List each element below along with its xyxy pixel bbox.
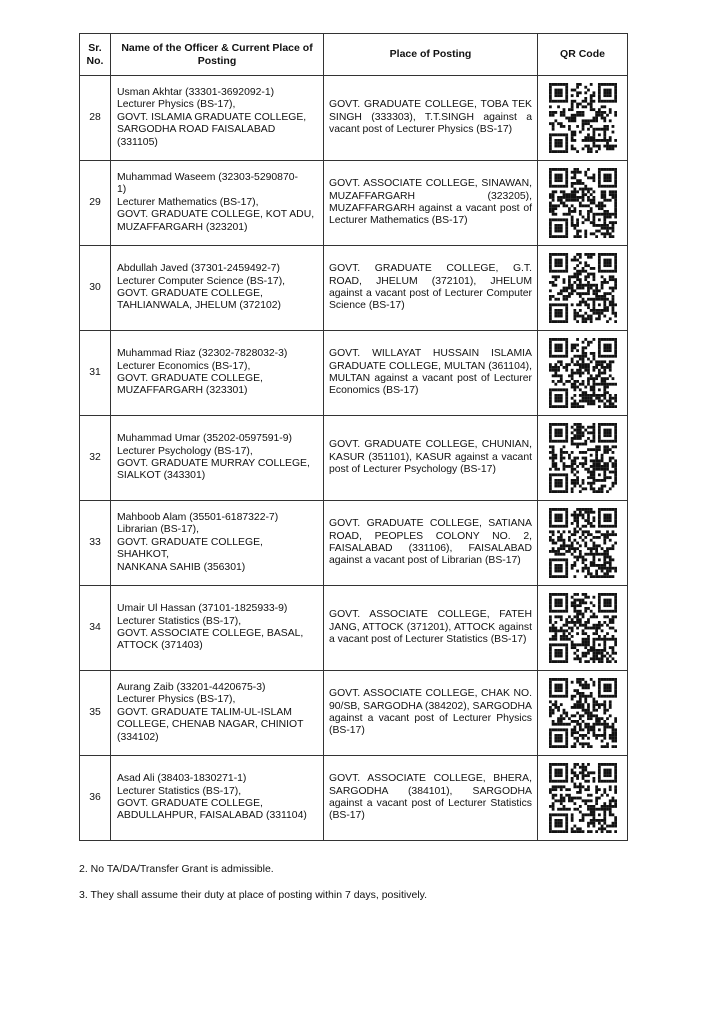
officer-detail-line: (331105) (117, 136, 158, 148)
officer-detail-line: MUZAFFARGARH (323301) (117, 385, 248, 397)
qr-code-cell (538, 416, 628, 501)
officer-detail-line: GOVT. GRADUATE COLLEGE, (117, 373, 263, 384)
officer-name-cell (111, 501, 324, 586)
table-body (80, 76, 628, 841)
qr-code-icon (549, 168, 617, 238)
officer-detail-line: Mahboob Alam (35501-6187322-7) (117, 511, 279, 523)
qr-code-cell (538, 76, 628, 161)
sr-no-cell: 32 (80, 416, 111, 501)
officer-detail-line: GOVT. GRADUATE COLLEGE, KOT ADU, (117, 209, 315, 221)
qr-code-icon (549, 423, 617, 493)
officer-detail-line: MUZAFFARGARH (323201) (117, 221, 248, 233)
officer-detail-line: (334102) (117, 731, 159, 743)
officer-detail-line: Muhammad Umar (35202-0597591-9) (117, 433, 292, 445)
header-qr-code: QR Code (538, 34, 628, 76)
posting-table (79, 33, 628, 841)
officer-detail-line: Asad Ali (38403-1830271-1) (117, 773, 247, 785)
officer-detail-line: GOVT. GRADUATE TALIM-UL-ISLAM (117, 706, 292, 718)
officer-detail-line: Lecturer Statistics (BS-17), (117, 785, 242, 797)
officer-detail-line: Lecturer Psychology (BS-17), (117, 445, 253, 457)
qr-code-cell (538, 331, 628, 416)
officer-detail-line: Usman Akhtar (33301-3692092-1) (117, 86, 275, 98)
officer-detail-line: Abdullah Javed (37301-2459492-7) (117, 263, 280, 275)
officer-detail-line: Muhammad Riaz (32302-7828032-3) (117, 348, 288, 360)
officer-detail-line: Librarian (BS-17), (117, 524, 200, 536)
place-of-posting-cell: GOVT. ASSOCIATE COLLEGE, CHAK NO. 90/SB, SARGODHA (384202), SARGODHA against a vacant post of Lecturer Physics (BS-17) (324, 671, 538, 756)
note-ta-da: 2. No TA/DA/Transfer Grant is admissible. (79, 863, 274, 875)
officer-name-cell (111, 76, 324, 161)
officer-detail-line: TAHLIANWALA, JHELUM (372102) (117, 300, 281, 312)
table-header-row (80, 34, 628, 76)
qr-code-cell (538, 501, 628, 586)
officer-detail-line: COLLEGE, CHENAB NAGAR, CHINIOT (117, 719, 304, 731)
note-assume-duty: 3. They shall assume their duty at place of posting within 7 days, positively. (79, 889, 428, 901)
sr-no-cell: 33 (80, 501, 111, 586)
qr-code-icon (549, 338, 617, 408)
officer-detail-line: Muhammad Waseem (32303-5290870- (117, 171, 298, 183)
place-of-posting-cell: GOVT. GRADUATE COLLEGE, SATIANA ROAD, PEOPLES COLONY NO. 2, FAISALABAD (331106), FAISALABAD against a vacant post of Librarian (BS-17) (324, 501, 538, 586)
officer-detail-line: Lecturer Economics (BS-17), (117, 360, 251, 372)
place-of-posting-cell: GOVT. ASSOCIATE COLLEGE, BHERA, SARGODHA (384101), SARGODHA against a vacant post of Lecturer Statistics (BS-17) (324, 756, 538, 841)
place-of-posting-cell: GOVT. ASSOCIATE COLLEGE, FATEH JANG, ATTOCK (371201), ATTOCK against a vacant post of Lecturer Statistics (BS-17) (324, 586, 538, 671)
officer-detail-line: Lecturer Mathematics (BS-17), (117, 196, 259, 208)
qr-code-cell (538, 161, 628, 246)
sr-no-cell: 30 (80, 246, 111, 331)
officer-detail-line: Aurang Zaib (33201-4420675-3) (117, 681, 266, 693)
officer-name-cell (111, 246, 324, 331)
qr-code-icon (549, 593, 617, 663)
table-row (80, 76, 628, 161)
header-officer-name: Name of the Officer & Current Place of Posting (111, 34, 324, 76)
officer-name-cell (111, 331, 324, 416)
officer-detail-line: Lecturer Physics (BS-17), (117, 99, 236, 111)
sr-no-cell: 35 (80, 671, 111, 756)
officer-name-cell (111, 161, 324, 246)
sr-no-cell: 28 (80, 76, 111, 161)
sr-no-cell: 34 (80, 586, 111, 671)
header-sr-no: Sr. No. (80, 34, 111, 76)
place-of-posting-cell: GOVT. GRADUATE COLLEGE, TOBA TEK SINGH (333303), T.T.SINGH against a vacant post of Lecturer Physics (BS-17) (324, 76, 538, 161)
officer-detail-line: Umair Ul Hassan (37101-1825933-9) (117, 603, 288, 615)
table-row (80, 501, 628, 586)
qr-code-cell (538, 246, 628, 331)
officer-detail-line: NANKANA SAHIB (356301) (117, 561, 246, 573)
officer-detail-line: SARGODHA ROAD FAISALABAD (117, 124, 276, 136)
officer-detail-line: GOVT. GRADUATE MURRAY COLLEGE, (117, 458, 310, 469)
officer-detail-line: 1) (117, 184, 127, 196)
officer-detail-line: Lecturer Computer Science (BS-17), (117, 275, 286, 287)
header-place-of-posting: Place of Posting (324, 34, 538, 76)
sr-no-cell: 31 (80, 331, 111, 416)
table-row (80, 331, 628, 416)
qr-code-icon (549, 508, 617, 578)
table-row (80, 671, 628, 756)
officer-detail-line: GOVT. GRADUATE COLLEGE, (117, 288, 263, 299)
place-of-posting-cell: GOVT. WILLAYAT HUSSAIN ISLAMIA GRADUATE COLLEGE, MULTAN (361104), MULTAN against a vacant post of Lecturer Economics (BS-17) (324, 331, 538, 416)
officer-name-cell (111, 756, 324, 841)
place-of-posting-cell: GOVT. GRADUATE COLLEGE, G.T. ROAD, JHELUM (372101), JHELUM against a vacant post of Lecturer Computer Science (BS-17) (324, 246, 538, 331)
officer-detail-line: GOVT. GRADUATE COLLEGE, (117, 798, 263, 809)
officer-name-cell (111, 586, 324, 671)
sr-no-cell: 36 (80, 756, 111, 841)
officer-detail-line: ATTOCK (371403) (117, 640, 203, 652)
place-of-posting-cell: GOVT. ASSOCIATE COLLEGE, SINAWAN, MUZAFFARGARH (323205), MUZAFFARGARH against a vacant post of Lecturer Mathematics (BS-17) (324, 161, 538, 246)
place-of-posting-cell: GOVT. GRADUATE COLLEGE, CHUNIAN, KASUR (351101), KASUR against a vacant post of Lecturer Psychology (BS-17) (324, 416, 538, 501)
table-row (80, 756, 628, 841)
officer-name-cell (111, 671, 324, 756)
qr-code-icon (549, 678, 617, 748)
qr-code-icon (549, 83, 617, 153)
officer-name-cell (111, 416, 324, 501)
officer-detail-line: GOVT. GRADUATE COLLEGE, SHAHKOT, (117, 536, 263, 561)
qr-code-cell (538, 671, 628, 756)
qr-code-icon (549, 763, 617, 833)
officer-detail-line: GOVT. ASSOCIATE COLLEGE, BASAL, (117, 628, 304, 639)
qr-code-icon (549, 253, 617, 323)
table-row (80, 161, 628, 246)
qr-code-cell (538, 586, 628, 671)
sr-no-cell: 29 (80, 161, 111, 246)
table-row (80, 246, 628, 331)
officer-detail-line: ABDULLAHPUR, FAISALABAD (331104) (117, 810, 307, 822)
officer-detail-line: SIALKOT (343301) (117, 470, 206, 482)
officer-detail-line: GOVT. ISLAMIA GRADUATE COLLEGE, (117, 111, 307, 123)
officer-detail-line: Lecturer Statistics (BS-17), (117, 615, 242, 627)
qr-code-cell (538, 756, 628, 841)
table-row (80, 416, 628, 501)
table-row (80, 586, 628, 671)
officer-detail-line: Lecturer Physics (BS-17), (117, 694, 236, 706)
